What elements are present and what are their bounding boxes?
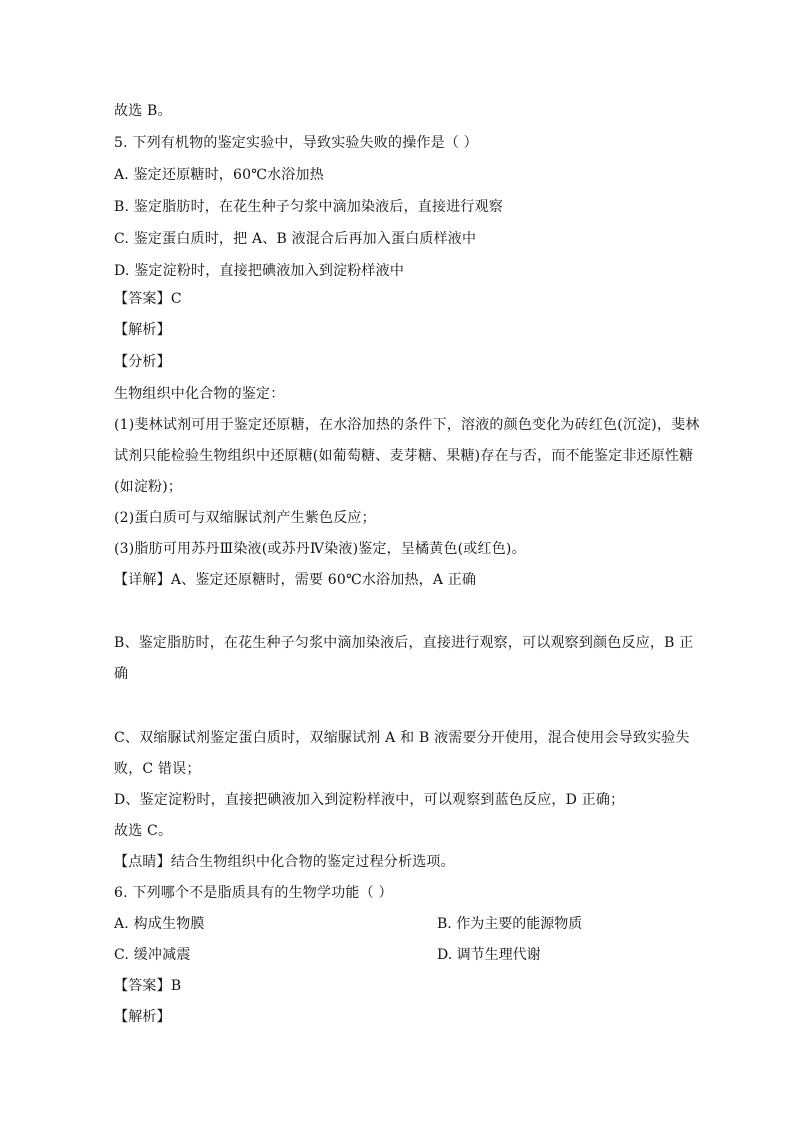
text-line: (如淀粉)；: [114, 479, 183, 495]
question-6-option-b: B. 作为主要的能源物质: [437, 916, 583, 932]
text-line: 故选 C。: [114, 823, 173, 839]
analysis-tag: 【解析】: [114, 322, 171, 338]
text-line: (1)斐林试剂可用于鉴定还原糖，在水浴加热的条件下，溶液的颜色变化为砖红色(沉淀)，斐林: [114, 417, 700, 433]
text-line: D、鉴定淀粉时，直接把碘液加入到淀粉样液中，可以观察到蓝色反应，D 正确；: [114, 792, 625, 808]
question-5-option-d: D. 鉴定淀粉时，直接把碘液加入到淀粉样液中: [114, 263, 405, 279]
question-6-option-c: C. 缓冲减震: [114, 947, 191, 963]
question-5-option-a: A. 鉴定还原糖时，60℃水浴加热: [114, 167, 324, 183]
tip-tag: 【点睛】: [114, 854, 171, 870]
text-line: 生物组织中化合物的鉴定：: [114, 386, 285, 402]
answer-value: C: [170, 291, 182, 307]
question-6-stem: 6. 下列哪个不是脂质具有的生物学功能（ ）: [114, 885, 393, 901]
text-line: 败，C 错误；: [114, 761, 201, 777]
question-6-option-d: D. 调节生理代谢: [437, 947, 541, 963]
answer-line: [114, 289, 182, 309]
question-5-option-c: C. 鉴定蛋白质时，把 A、B 液混合后再加入蛋白质样液中: [114, 231, 477, 247]
answer-value: B: [170, 978, 182, 994]
analysis-tag: 【解析】: [114, 1009, 171, 1025]
text-line: 试剂只能检验生物组织中还原糖(如葡萄糖、麦芽糖、果糖)存在与否，而不能鉴定非还原性糖: [114, 448, 694, 464]
answer-tag: 【答案】: [114, 978, 171, 994]
text-line: 确: [114, 666, 129, 682]
detail-line: [114, 570, 476, 590]
answer-line: [114, 976, 181, 996]
detail-tag: 【详解】: [114, 572, 171, 588]
detail-text: A、鉴定还原糖时，需要 60℃水浴加热，A 正确: [170, 572, 477, 588]
text-line: B、鉴定脂肪时，在花生种子匀浆中滴加染液后，直接进行观察，可以观察到颜色反应，B 正: [114, 635, 694, 651]
question-6-option-a: A. 构成生物膜: [114, 916, 205, 932]
text-line: (3)脂肪可用苏丹Ⅲ染液(或苏丹Ⅳ染液)鉴定，呈橘黄色(或红色)。: [114, 541, 526, 557]
fenxi-tag: 【分析】: [114, 354, 171, 370]
question-5-stem: 5. 下列有机物的鉴定实验中，导致实验失败的操作是（ ）: [114, 135, 478, 151]
answer-tag: 【答案】: [114, 291, 171, 307]
text-line: 故选 B。: [114, 103, 172, 119]
question-5-option-b: B. 鉴定脂肪时，在花生种子匀浆中滴加染液后，直接进行观察: [114, 199, 503, 215]
text-line: C、双缩脲试剂鉴定蛋白质时，双缩脲试剂 A 和 B 液需要分开使用，混合使用会导致实验失: [114, 730, 690, 746]
text-line: (2)蛋白质可与双缩脲试剂产生紫色反应；: [114, 510, 376, 526]
tip-text: 结合生物组织中化合物的鉴定过程分析选项。: [170, 854, 455, 870]
tip-line: [114, 852, 455, 872]
